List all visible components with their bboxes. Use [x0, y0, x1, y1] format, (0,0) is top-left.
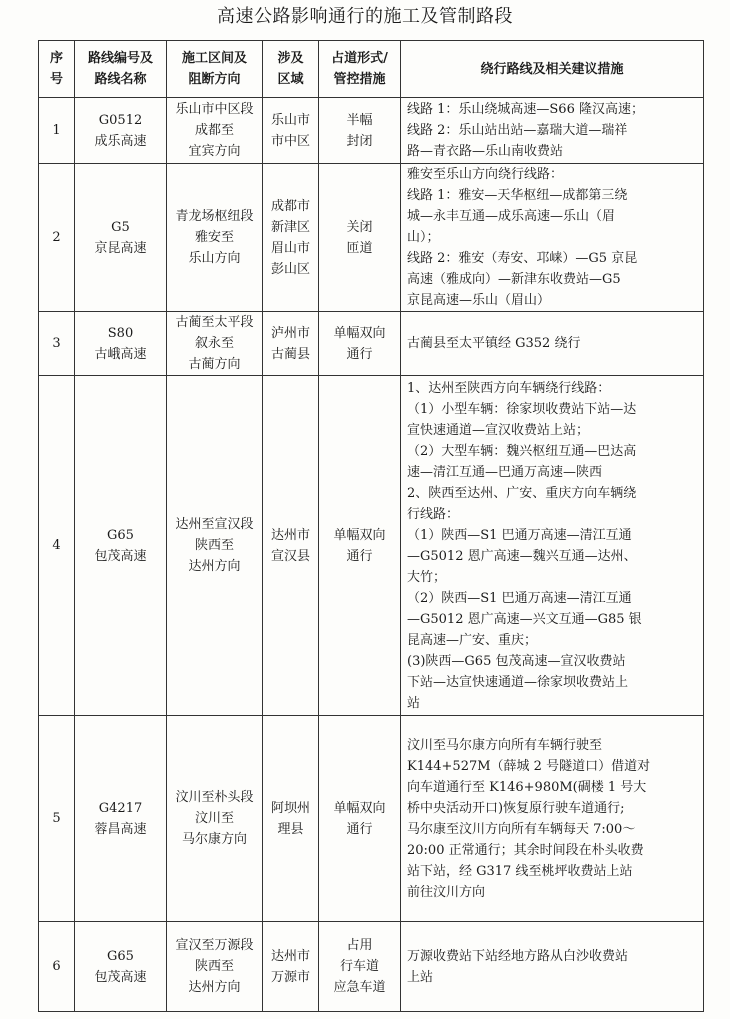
table-row: [39, 312, 704, 376]
header-detour: 绕行路线及相关建议措施: [401, 41, 704, 98]
detour-cell: 万源收费站下站经地方路从白沙收费站 上站: [401, 922, 704, 1012]
route-cell: G65 包茂高速: [75, 376, 167, 716]
section-cell: 宣汉至万源段 陕西至 达州方向: [167, 922, 263, 1012]
table-row: [39, 98, 704, 164]
area-cell: 达州市 万源市: [263, 922, 319, 1012]
route-cell: S80 古峨高速: [75, 312, 167, 376]
area-cell: 达州市 宣汉县: [263, 376, 319, 716]
header-row: [39, 41, 704, 98]
table-row: [39, 164, 704, 312]
row-number: 6: [39, 922, 75, 1012]
control-cell: 单幅双向 通行: [319, 312, 401, 376]
section-cell: 乐山市中区段 成都至 宜宾方向: [167, 98, 263, 164]
control-cell: 关闭 匝道: [319, 164, 401, 312]
route-cell: G65 包茂高速: [75, 922, 167, 1012]
control-cell: 单幅双向 通行: [319, 716, 401, 922]
row-number: 3: [39, 312, 75, 376]
table-row: [39, 376, 704, 716]
construction-table: [38, 40, 704, 1012]
area-cell: 泸州市 古蔺县: [263, 312, 319, 376]
section-cell: 汶川至朴头段 汶川至 马尔康方向: [167, 716, 263, 922]
area-cell: 成都市 新津区 眉山市 彭山区: [263, 164, 319, 312]
row-number: 1: [39, 98, 75, 164]
detour-cell: 1、达州至陕西方向车辆绕行线路： （1）小型车辆：徐家坝收费站下站—达 宣快速通道—宣汉收费站上站； （2）大型车辆：魏兴枢纽互通—巴达高 速—清江互通—巴通万高速—陕西 2、陕西至达州、广安、重庆方向车辆绕 行线路： （1）陕西—S1 巴通万高速—清江互通 —G5012 恩广高速—魏兴互通—达州、 大竹； （2）陕西—S1 巴通万高速—清江互通 —G5012 恩广高速—兴文互通—G85 银 昆高速—广安、重庆； (3)陕西—G65 包茂高速—宣汉收费站 下站—达宣快速通道—徐家坝收费站上 站: [401, 376, 704, 716]
table-row: [39, 922, 704, 1012]
header-area: 涉及 区域: [263, 41, 319, 98]
header-route: 路线编号及 路线名称: [75, 41, 167, 98]
area-cell: 乐山市 市中区: [263, 98, 319, 164]
control-cell: 半幅 封闭: [319, 98, 401, 164]
detour-cell: 线路 1：乐山绕城高速—S66 隆汉高速； 线路 2：乐山站出站—嘉瑞大道—瑞祥 路—青衣路—乐山南收费站: [401, 98, 704, 164]
table-row: [39, 716, 704, 922]
route-cell: G0512 成乐高速: [75, 98, 167, 164]
detour-cell: 古蔺县至太平镇经 G352 绕行: [401, 312, 704, 376]
header-control: 占道形式/ 管控措施: [319, 41, 401, 98]
row-number: 4: [39, 376, 75, 716]
row-number: 5: [39, 716, 75, 922]
detour-cell: 汶川至马尔康方向所有车辆行驶至 K144+527M（薛城 2 号隧道口）借道对 向车道通行至 K146+980M(碉楼 1 号大 桥中央活动开口)恢复原行驶车道通行; 马尔康至汶川方向所有车辆每天 7:00～ 20:00 正常通行；其余时间段在朴头收费 站下站，经 G317 线至桃坪收费站上站 前往汶川方向: [401, 716, 704, 922]
section-cell: 古蔺至太平段 叙永至 古蔺方向: [167, 312, 263, 376]
header-section: 施工区间及 阻断方向: [167, 41, 263, 98]
area-cell: 阿坝州 理县: [263, 716, 319, 922]
section-cell: 达州至宣汉段 陕西至 达州方向: [167, 376, 263, 716]
route-cell: G4217 蓉昌高速: [75, 716, 167, 922]
control-cell: 单幅双向 通行: [319, 376, 401, 716]
row-number: 2: [39, 164, 75, 312]
document-title: 高速公路影响通行的施工及管制路段: [217, 6, 513, 27]
detour-cell: 雅安至乐山方向绕行线路： 线路 1：雅安—天华枢纽—成都第三绕 城—永丰互通—成乐高速—乐山（眉 山）； 线路 2：雅安（寿安、邛崃）—G5 京昆 高速（雅成向）—新津东收费站—G5 京昆高速—乐山（眉山）: [401, 164, 704, 312]
section-cell: 青龙场枢纽段 雅安至 乐山方向: [167, 164, 263, 312]
control-cell: 占用 行车道 应急车道: [319, 922, 401, 1012]
header-no: 序 号: [39, 41, 75, 98]
route-cell: G5 京昆高速: [75, 164, 167, 312]
